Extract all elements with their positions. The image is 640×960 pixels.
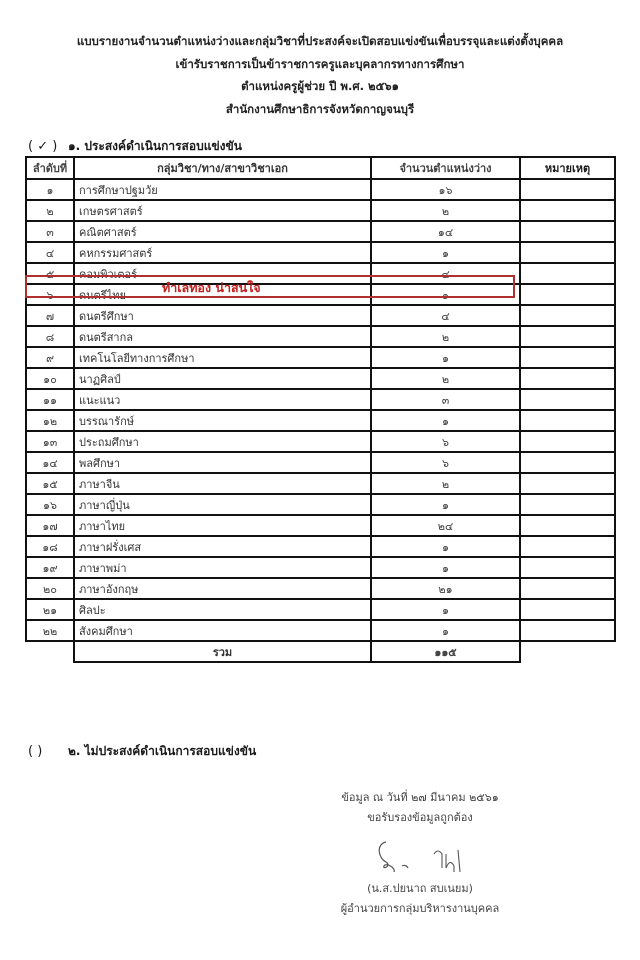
row-note [520,599,615,620]
row-note [520,368,615,389]
row-vacancy-count: ๒ [371,368,520,389]
row-subject: ภาษาฝรั่งเศส [74,536,371,557]
table-row [26,536,615,557]
row-subject: ดนตรีศึกษา [74,305,371,326]
row-subject: ภาษาอังกฤษ [74,578,371,599]
row-subject: แนะแนว [74,389,371,410]
row-note [520,410,615,431]
row-vacancy-count: ๑ [371,284,520,305]
row-note [520,221,615,242]
row-subject: เกษตรศาสตร์ [74,200,371,221]
certify-text: ขอรับรองข้อมูลถูกต้อง [367,811,473,824]
row-vacancy-count: ๒ [371,473,520,494]
row-number: ๑๒ [26,410,74,431]
table-row [26,263,615,284]
row-vacancy-count: ๑๖ [371,179,520,200]
row-number: ๖ [26,284,74,305]
document-header [0,30,640,120]
table-row [26,347,615,368]
column-header-no: ลำดับที่ [26,157,74,179]
row-vacancy-count: ๒ [371,326,520,347]
column-header-subject: กลุ่มวิชา/ทาง/สาขาวิชาเอก [74,157,371,179]
row-note [520,179,615,200]
header-line-3: ตำแหน่งครูผู้ช่วย ปี พ.ศ. ๒๕๖๑ [241,79,399,93]
total-row [26,641,615,662]
table-row [26,284,615,305]
row-subject: คอมพิวเตอร์ [74,263,371,284]
row-number: ๑๐ [26,368,74,389]
row-subject: เทคโนโลยีทางการศึกษา [74,347,371,368]
table-row [26,431,615,452]
table-row [26,326,615,347]
signer-block [300,879,540,919]
row-number: ๑๕ [26,473,74,494]
total-blank-cell [26,641,74,662]
table-row [26,200,615,221]
row-note [520,473,615,494]
row-number: ๑๑ [26,389,74,410]
table-row [26,515,615,536]
section-2-heading [28,742,256,761]
table-row [26,473,615,494]
header-line-1: แบบรายงานจำนวนตำแหน่งว่างและกลุ่มวิชาที่ประสงค์จะเปิดสอบแข่งขันเพื่อบรรจุและแต่งตั้งบุคคล [76,34,564,48]
section-2-checkbox[interactable]: ( ) [28,744,43,759]
row-note [520,515,615,536]
row-subject: ดนตรีสากล [74,326,371,347]
row-subject: ดนตรีไทย [74,284,371,305]
row-number: ๓ [26,221,74,242]
row-note [520,305,615,326]
row-note [520,557,615,578]
table-row [26,599,615,620]
header-line-4: สำนักงานศึกษาธิการจังหวัดกาญจนบุรี [225,101,415,116]
row-number: ๑๙ [26,557,74,578]
total-value: ๑๑๕ [371,641,520,662]
row-number: ๑๖ [26,494,74,515]
signer-title: ผู้อำนวยการกลุ่มบริหารงานบุคคล [340,902,500,915]
table-row [26,620,615,641]
table-row [26,452,615,473]
row-subject: คณิตศาสตร์ [74,221,371,242]
row-vacancy-count: ๒๑ [371,578,520,599]
row-subject: ภาษาพม่า [74,557,371,578]
row-note [520,431,615,452]
table-row [26,368,615,389]
total-label: รวม [74,641,371,662]
row-number: ๑๘ [26,536,74,557]
row-number: ๒๑ [26,599,74,620]
row-vacancy-count: ๑ [371,494,520,515]
row-subject: บรรณารักษ์ [74,410,371,431]
table-header-row [26,157,615,179]
row-note [520,389,615,410]
row-note [520,263,615,284]
total-blank-cell [520,641,615,662]
row-number: ๑๓ [26,431,74,452]
table-row [26,221,615,242]
row-subject: สังคมศึกษา [74,620,371,641]
row-number: ๑๗ [26,515,74,536]
row-vacancy-count: ๔ [371,263,520,284]
highlight-annotation: ทำเลทอง น่าสนใจ [162,280,261,295]
row-number: ๑ [26,179,74,200]
header-line-2: เข้ารับราชการเป็นข้าราชการครูและบุคลากรทางการศึกษา [175,56,465,71]
footer-certification [300,788,540,828]
data-date: ข้อมูล ณ วันที่ ๒๗ มีนาคม ๒๕๖๑ [341,791,499,804]
table-row [26,179,615,200]
row-subject: ภาษาจีน [74,473,371,494]
section-2-label: ๒. ไม่ประสงค์ดำเนินการสอบแข่งขัน [68,744,257,758]
table-row [26,389,615,410]
row-number: ๒๒ [26,620,74,641]
vacancy-table [25,156,616,663]
row-vacancy-count: ๒๔ [371,515,520,536]
section-1-checkbox[interactable]: ( ✓ ) [28,139,58,154]
column-header-count: จำนวนตำแหน่งว่าง [371,157,520,179]
row-vacancy-count: ๖ [371,431,520,452]
row-vacancy-count: ๑ [371,620,520,641]
table-row [26,578,615,599]
row-subject: คหกรรมศาสตร์ [74,242,371,263]
row-vacancy-count: ๑ [371,536,520,557]
row-note [520,200,615,221]
row-vacancy-count: ๑ [371,557,520,578]
row-subject: ศิลปะ [74,599,371,620]
row-vacancy-count: ๔ [371,305,520,326]
row-vacancy-count: ๑ [371,242,520,263]
table-row [26,242,615,263]
signature-image [372,836,492,876]
row-note [520,494,615,515]
table-row [26,494,615,515]
row-note [520,326,615,347]
row-subject: ภาษาญี่ปุ่น [74,494,371,515]
row-number: ๕ [26,263,74,284]
row-subject: ประถมศึกษา [74,431,371,452]
row-vacancy-count: ๖ [371,452,520,473]
row-number: ๗ [26,305,74,326]
column-header-note: หมายเหตุ [520,157,615,179]
row-vacancy-count: ๑ [371,599,520,620]
row-number: ๔ [26,242,74,263]
table-row [26,305,615,326]
row-subject: การศึกษาปฐมวัย [74,179,371,200]
section-1-label: ๑. ประสงค์ดำเนินการสอบแข่งขัน [68,139,242,153]
row-subject: นาฏศิลป์ [74,368,371,389]
row-note [520,284,615,305]
row-note [520,347,615,368]
row-note [520,578,615,599]
row-vacancy-count: ๑๔ [371,221,520,242]
row-vacancy-count: ๑ [371,410,520,431]
section-1-heading [28,137,242,156]
row-number: ๑๔ [26,452,74,473]
table-row [26,557,615,578]
row-number: ๒ [26,200,74,221]
row-note [520,620,615,641]
row-subject: ภาษาไทย [74,515,371,536]
row-vacancy-count: ๑ [371,347,520,368]
row-subject: พลศึกษา [74,452,371,473]
table-row [26,410,615,431]
signer-name: (น.ส.ปยนาถ สบเนยม) [367,882,473,895]
row-note [520,536,615,557]
row-number: ๙ [26,347,74,368]
row-note [520,242,615,263]
row-vacancy-count: ๓ [371,389,520,410]
row-number: ๘ [26,326,74,347]
row-note [520,452,615,473]
row-vacancy-count: ๒ [371,200,520,221]
row-number: ๒๐ [26,578,74,599]
